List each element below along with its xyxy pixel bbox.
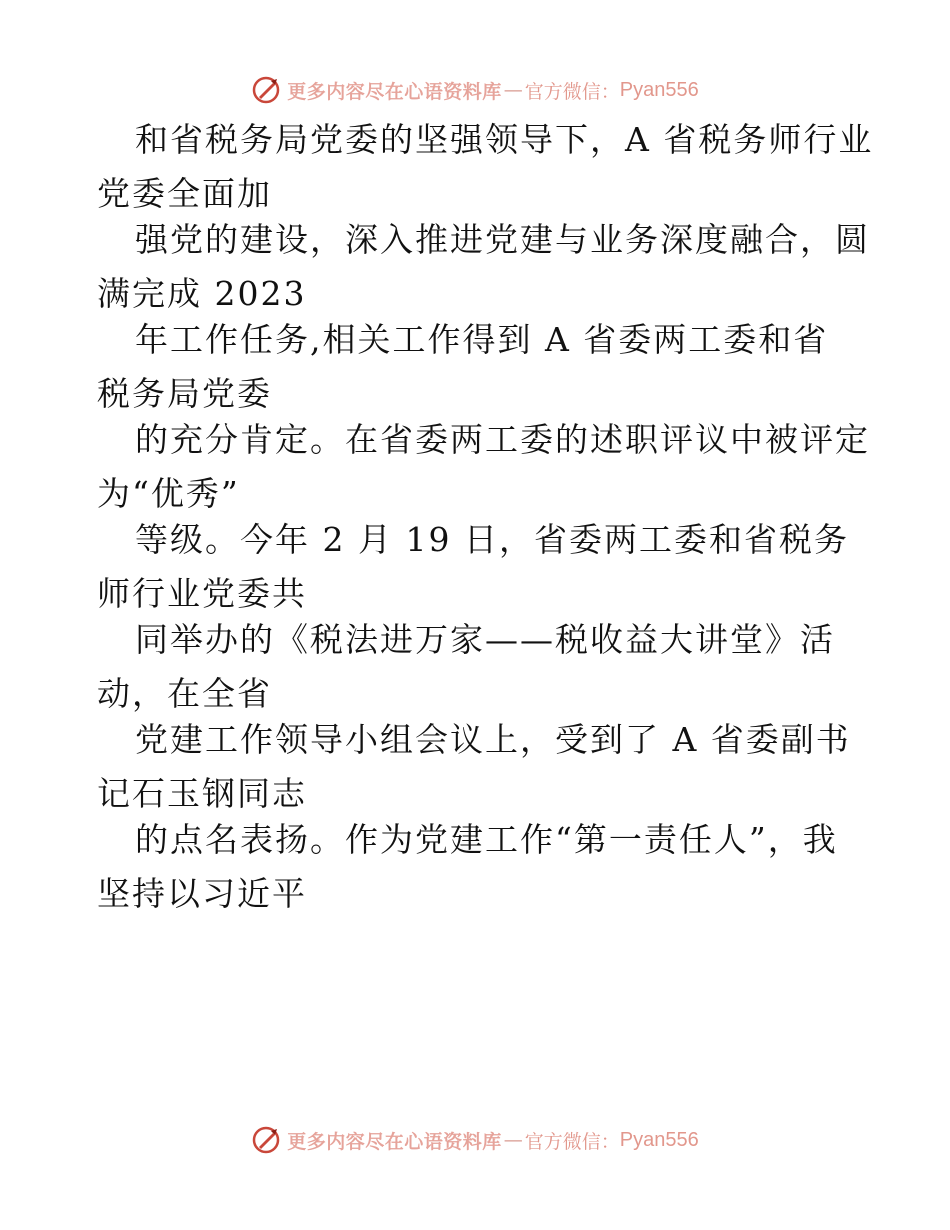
banner-separator: — [503,79,523,101]
document-body [97,120,874,914]
text-line: 党委全面加 [97,174,272,213]
banner-wechat-label: 官方微信： [524,80,620,103]
text-line: 满完成 2023 [97,274,307,313]
banner-wechat-handle: Pyan556 [619,1128,699,1151]
text-line: 等级。今年 2 月 19 日，省委两工委和省税务 [135,520,849,559]
text-line: 税务局党委 [97,374,272,413]
text-line: 师行业党委共 [97,574,307,613]
text-line: 坚持以习近平 [97,874,307,913]
quill-pen-logo-icon [251,75,281,105]
banner-wechat-handle: Pyan556 [619,78,699,101]
text-line: 年工作任务,相关工作得到 A 省委两工委和省 [135,320,829,359]
banner-wechat-label: 官方微信： [524,1130,620,1153]
text-line: 动，在全省 [97,674,272,713]
text-line: 的点名表扬。作为党建工作“第一责任人”，我 [135,820,838,859]
quill-pen-logo-icon [251,1125,281,1155]
banner-site-text: 更多内容尽在心语资料库 [287,1130,502,1153]
banner-site-text: 更多内容尽在心语资料库 [287,80,502,103]
text-line: 记石玉钢同志 [97,774,307,813]
footer-watermark-banner [0,1120,950,1160]
text-line: 党建工作领导小组会议上，受到了 A 省委副书 [135,720,851,759]
text-line: 和省税务局党委的坚强领导下，A 省税务师行业 [135,120,874,159]
banner-separator: — [503,1129,523,1151]
text-line: 为“优秀” [97,474,240,513]
header-watermark-banner [0,70,950,110]
text-line: 的充分肯定。在省委两工委的述职评议中被评定 [135,420,870,459]
text-line: 强党的建设，深入推进党建与业务深度融合，圆 [135,220,870,259]
text-line: 同举办的《税法进万家——税收益大讲堂》活 [135,620,835,659]
